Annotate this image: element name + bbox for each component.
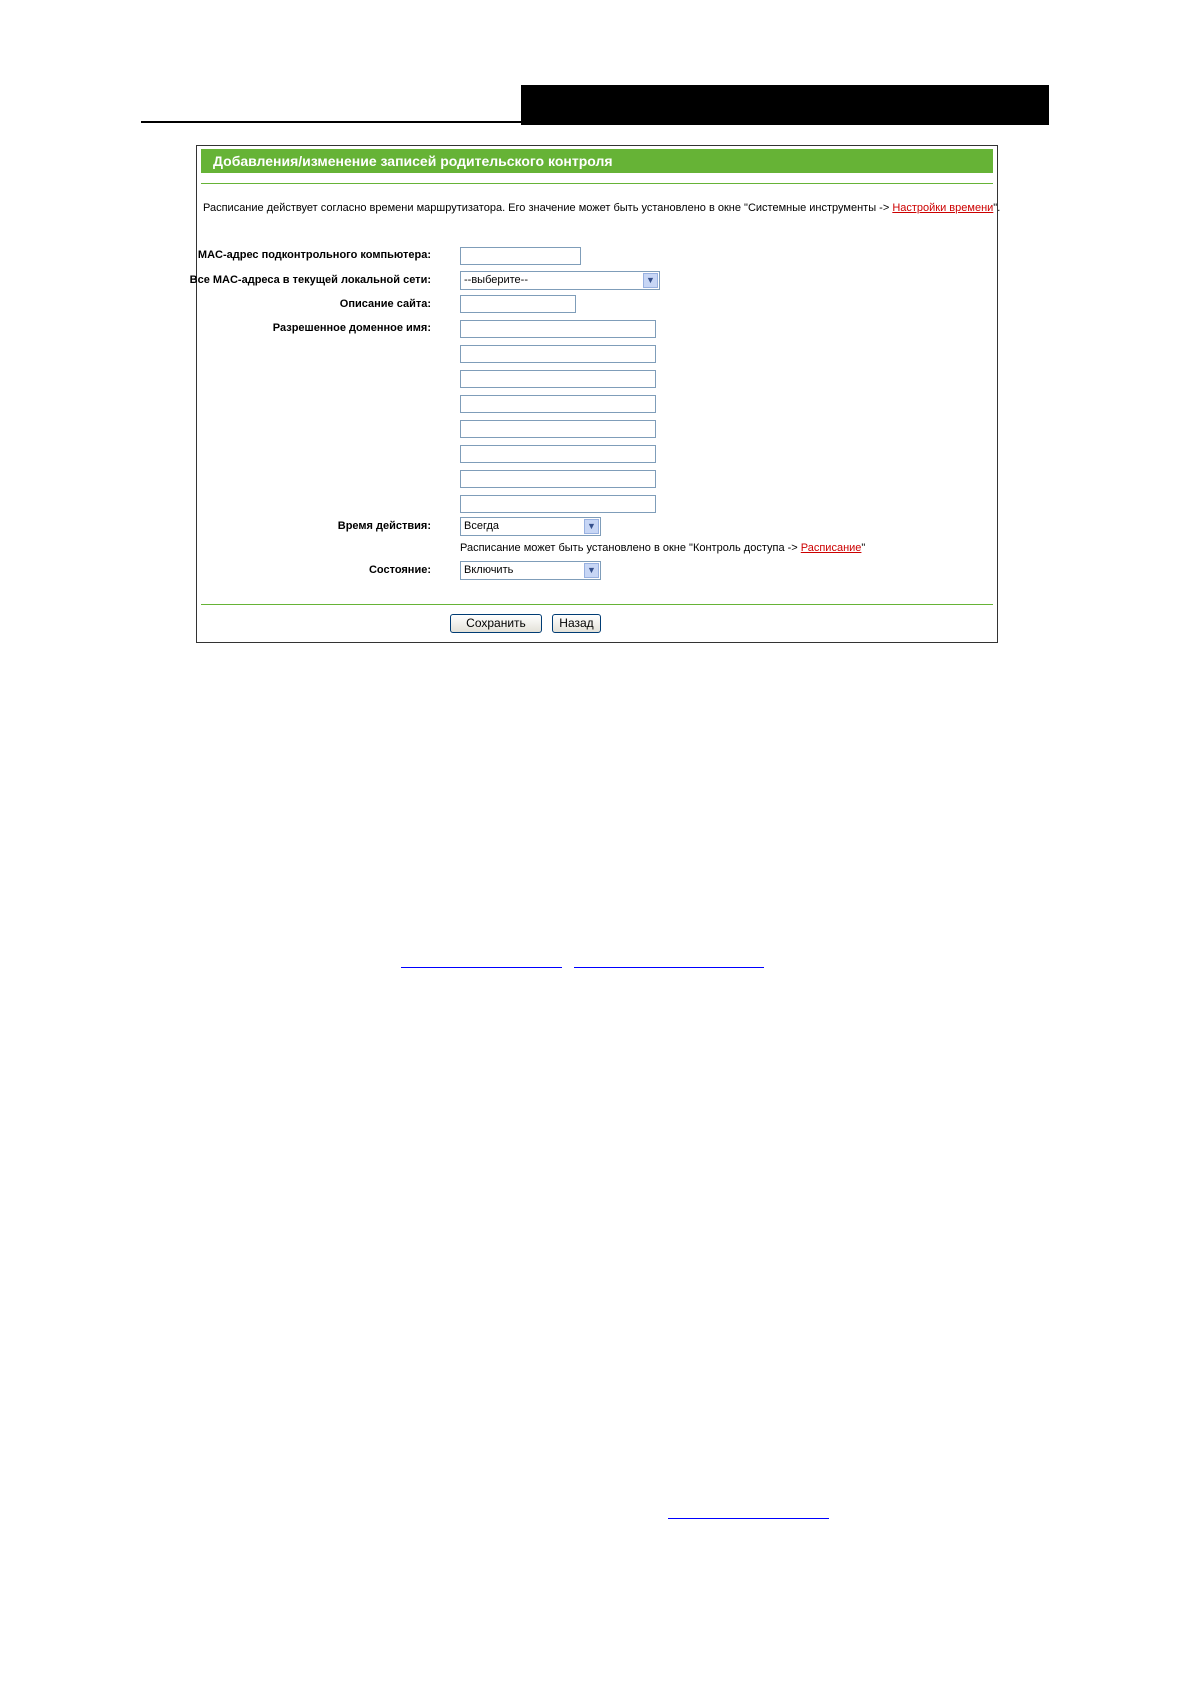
domain-input-1[interactable] — [460, 320, 656, 338]
divider — [201, 183, 993, 184]
time-select-value: Всегда — [464, 520, 500, 532]
info-text: Расписание действует согласно времени маршрутизатора. Его значение может быть установлено в окне "Системные инструменты -> — [203, 202, 893, 214]
hint-end: " — [861, 542, 866, 554]
save-button[interactable]: Сохранить — [450, 614, 542, 633]
allowed-domain-label: Разрешенное доменное имя: — [272, 322, 431, 334]
domain-input-5[interactable] — [460, 420, 656, 438]
chevron-down-icon: ▼ — [643, 273, 658, 288]
time-settings-link[interactable]: Настройки времени — [892, 202, 994, 214]
info-end: ". — [993, 202, 1001, 214]
mac-input[interactable] — [460, 247, 581, 265]
doc-link-3[interactable] — [668, 1518, 829, 1519]
schedule-link[interactable]: Расписание — [800, 542, 862, 554]
schedule-hint — [460, 542, 865, 554]
doc-link-1[interactable] — [401, 967, 562, 968]
chevron-down-icon: ▼ — [584, 563, 599, 578]
domain-input-7[interactable] — [460, 470, 656, 488]
time-select[interactable] — [460, 517, 601, 536]
domain-input-6[interactable] — [460, 445, 656, 463]
back-button[interactable]: Назад — [552, 614, 601, 633]
mac-label: MAC-адрес подконтрольного компьютера: — [197, 249, 431, 261]
all-mac-select[interactable] — [460, 271, 660, 290]
header-bar — [521, 85, 1049, 125]
status-label: Состояние: — [368, 564, 431, 576]
schedule-info — [203, 202, 1000, 214]
hint-text: Расписание может быть установлено в окне "Контроль доступа -> — [460, 542, 801, 554]
site-desc-label: Описание сайта: — [339, 298, 431, 310]
divider — [201, 604, 993, 605]
domain-input-8[interactable] — [460, 495, 656, 513]
parental-control-panel — [189, 145, 1001, 643]
all-mac-label: Все MAC-адреса в текущей локальной сети: — [189, 274, 431, 286]
domain-input-2[interactable] — [460, 345, 656, 363]
status-select-value: Включить — [464, 564, 514, 576]
site-desc-input[interactable] — [460, 295, 576, 313]
doc-link-2[interactable] — [574, 967, 764, 968]
chevron-down-icon: ▼ — [584, 519, 599, 534]
panel-title: Добавления/изменение записей родительского контроля — [201, 149, 993, 173]
all-mac-select-value: --выберите-- — [464, 274, 528, 286]
header-rule — [141, 121, 521, 123]
time-label: Время действия: — [337, 520, 431, 532]
domain-input-3[interactable] — [460, 370, 656, 388]
status-select[interactable] — [460, 561, 601, 580]
domain-input-4[interactable] — [460, 395, 656, 413]
